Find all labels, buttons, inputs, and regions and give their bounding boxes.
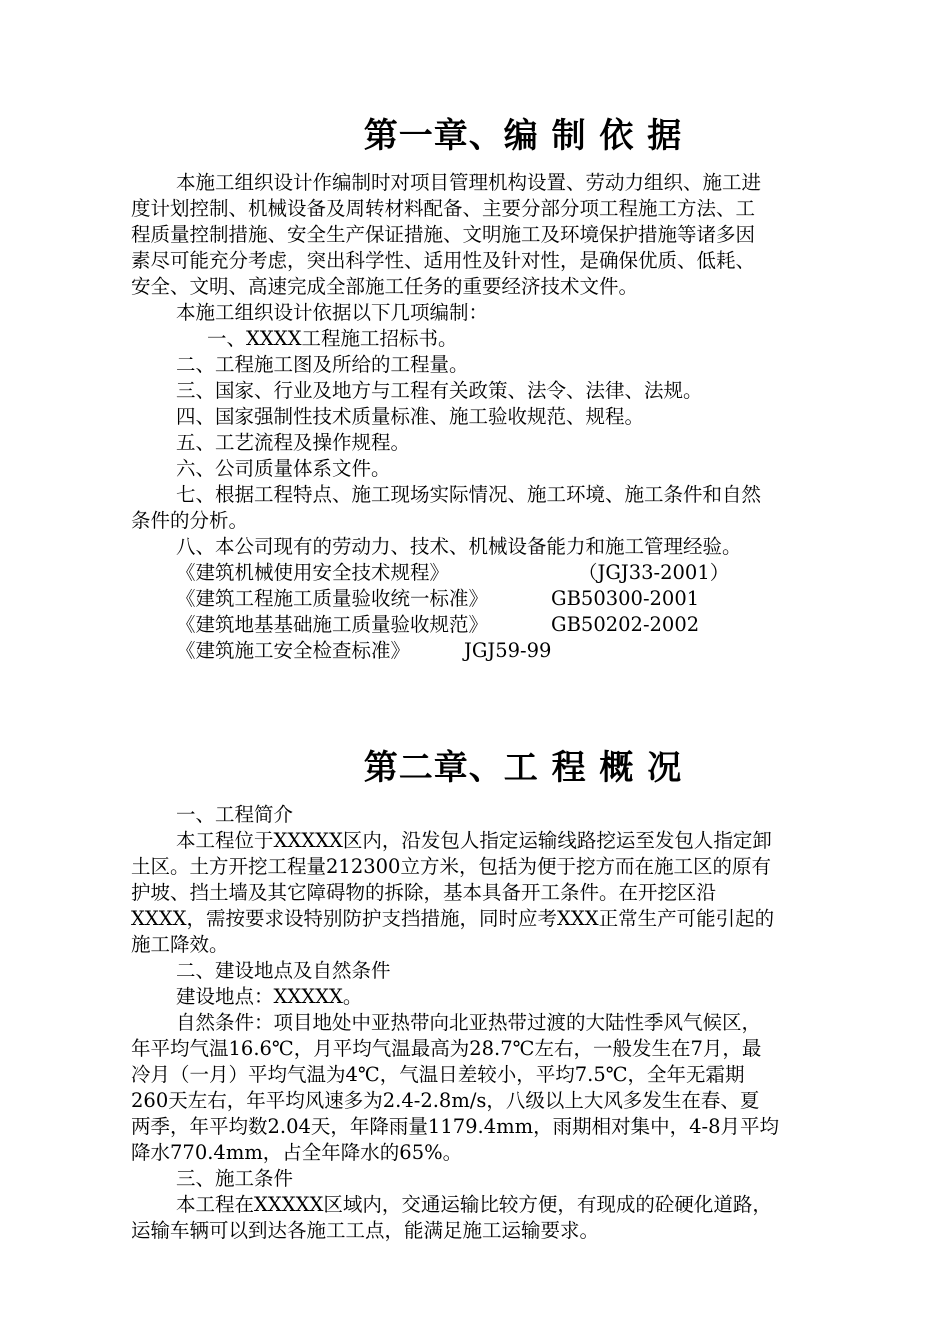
- basis-item: 四、国家强制性技术质量标准、施工验收规范、规程。: [176, 405, 645, 428]
- chapter-1-paragraph-line: 安全、文明、高速完成全部施工任务的重要经济技术文件。: [131, 275, 639, 298]
- basis-item: 二、工程施工图及所给的工程量。: [176, 353, 469, 376]
- standard-name: 《建筑施工安全检查标准》: [176, 639, 411, 662]
- section-paragraph-line: 土区。土方开挖工程量212300立方米，包括为便于挖方而在施工区的原有: [131, 855, 771, 878]
- section-paragraph-line: 护坡、挡土墙及其它障碍物的拆除，基本具备开工条件。在开挖区沿: [131, 881, 717, 904]
- standard-name: 《建筑机械使用安全技术规程》: [176, 561, 450, 584]
- standard-code: GB50300-2001: [551, 587, 700, 610]
- basis-item: 一、XXXX工程施工招标书。: [207, 327, 458, 350]
- chapter-1-paragraph-line: 程质量控制措施、安全生产保证措施、文明施工及环境保护措施等诸多因: [131, 223, 756, 246]
- basis-item: 三、国家、行业及地方与工程有关政策、法令、法律、法规。: [176, 379, 703, 402]
- nature-line: 自然条件：项目地处中亚热带向北亚热带过渡的大陆性季风气候区，: [176, 1011, 762, 1034]
- standard-name: 《建筑工程施工质量验收统一标准》: [176, 587, 489, 610]
- section-paragraph-line: XXXX，需按要求设特别防护支挡措施，同时应考XXX正常生产可能引起的: [131, 907, 775, 930]
- section-paragraph-line: 施工降效。: [131, 933, 229, 956]
- section-heading: 三、施工条件: [176, 1167, 294, 1190]
- section-paragraph-line: 运输车辆可以到达各施工工点，能满足施工运输要求。: [131, 1219, 600, 1242]
- chapter-2-title: 第二章、工 程 概 况: [363, 748, 683, 788]
- basis-item: 七、根据工程特点、施工现场实际情况、施工环境、施工条件和自然: [176, 483, 762, 506]
- chapter-1-title: 第一章、编 制 依 据: [363, 116, 683, 156]
- nature-line: 两季，年平均数2.04天，年降雨量1179.4mm，雨期相对集中，4-8月平均: [131, 1115, 780, 1138]
- section-heading: 二、建设地点及自然条件: [176, 959, 391, 982]
- section-heading: 一、工程简介: [176, 803, 294, 826]
- standard-code: GB50202-2002: [551, 613, 700, 636]
- section-paragraph-line: 本工程在XXXXX区域内，交通运输比较方便，有现成的砼硬化道路，: [176, 1193, 772, 1216]
- nature-line: 冷月（一月）平均气温为4℃，气温日差较小，平均7.5℃，全年无霜期: [131, 1063, 745, 1086]
- basis-item: 六、公司质量体系文件。: [176, 457, 391, 480]
- chapter-1-paragraph-line: 素尽可能充分考虑，突出科学性、适用性及针对性，是确保优质、低耗、: [131, 249, 756, 272]
- chapter-1-paragraph-line: 本施工组织设计作编制时对项目管理机构设置、劳动力组织、施工进: [176, 171, 762, 194]
- nature-line: 260天左右，年平均风速多为2.4-2.8m/s，八级以上大风多发生在春、夏: [131, 1089, 760, 1112]
- nature-line: 降水770.4mm，占全年降水的65%。: [131, 1141, 463, 1164]
- section-paragraph-line: 本工程位于XXXXX区内，沿发包人指定运输线路挖运至发包人指定卸: [176, 829, 772, 852]
- basis-item-continuation: 条件的分析。: [131, 509, 249, 532]
- nature-line: 年平均气温16.6℃，月平均气温最高为28.7℃左右，一般发生在7月，最: [131, 1037, 762, 1060]
- basis-intro: 本施工组织设计依据以下几项编制：: [176, 301, 489, 324]
- chapter-1-paragraph-line: 度计划控制、机械设备及周转材料配备、主要分部分项工程施工方法、工: [131, 197, 756, 220]
- location-line: 建设地点：XXXXX。: [176, 985, 363, 1008]
- standard-name: 《建筑地基基础施工质量验收规范》: [176, 613, 489, 636]
- basis-item: 八、本公司现有的劳动力、技术、机械设备能力和施工管理经验。: [176, 535, 742, 558]
- basis-item: 五、工艺流程及操作规程。: [176, 431, 411, 454]
- standard-code: （JGJ33-2001）: [578, 561, 730, 584]
- standard-code: JGJ59-99: [464, 639, 552, 662]
